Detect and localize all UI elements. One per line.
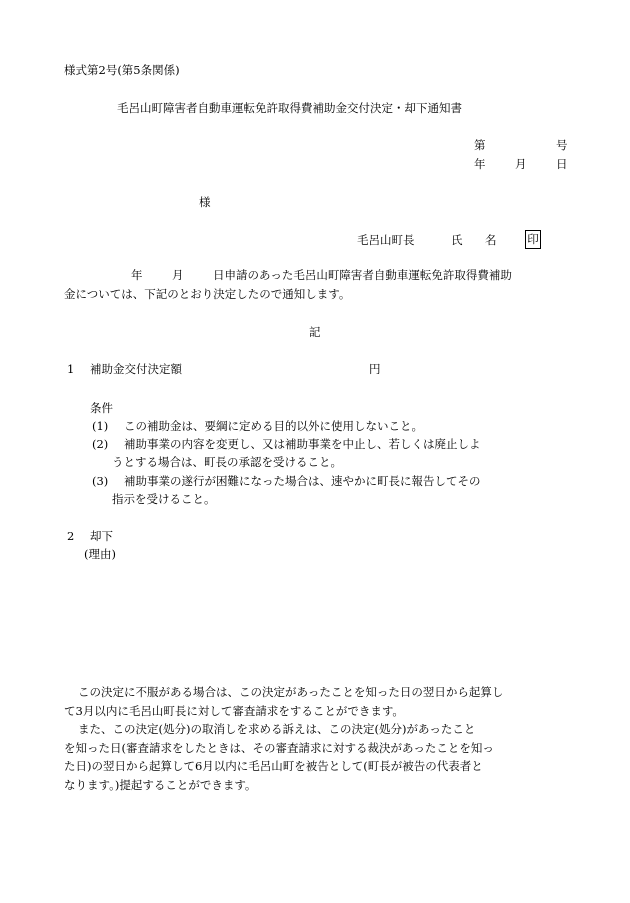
section-1-label: 補助金交付決定額: [90, 362, 182, 376]
notice-line-6: なります。)提起することができます。: [64, 778, 257, 792]
notice-line-1: この決定に不服がある場合は、この決定があったことを知った日の翌日から起算し: [78, 685, 504, 699]
document-title: 毛呂山町障害者自動車運転免許取得費補助金交付決定・却下通知書: [117, 101, 462, 115]
notice-line-5: た日)の翌日から起算して6月以内に毛呂山町を被告として(町長が被告の代表者と: [64, 759, 483, 773]
section-2-number: 2: [67, 529, 75, 543]
reason-label: (理由): [84, 547, 116, 561]
section-2-label: 却下: [90, 529, 113, 543]
conditions-heading: 条件: [90, 401, 113, 415]
number-prefix: 第: [474, 138, 486, 152]
notice-line-4: を知った日(審査請求をしたときは、その審査請求に対する裁決があったことを知っ: [64, 741, 494, 755]
section-1-number: 1: [67, 362, 75, 376]
condition-2-line-2: うとする場合は、町長の承認を受けること。: [112, 455, 342, 469]
issuer-name-label-1: 氏: [451, 233, 463, 247]
condition-2-number: (2): [92, 437, 109, 451]
condition-1-line-1: この補助金は、要綱に定める目的以外に使用しないこと。: [124, 419, 423, 433]
condition-3-line-1: 補助事業の遂行が困難になった場合は、速やかに町長に報告してその: [124, 474, 481, 488]
intro-year: 年: [131, 268, 143, 282]
intro-month: 月: [172, 268, 184, 282]
recipient-honorific: 様: [199, 195, 211, 209]
notice-line-3: また、この決定(処分)の取消しを求める訴えは、この決定(処分)があったこと: [78, 722, 476, 736]
section-1-unit: 円: [369, 362, 381, 376]
number-suffix: 号: [556, 138, 568, 152]
condition-3-line-2: 指示を受けること。: [112, 492, 216, 506]
condition-3-number: (3): [92, 474, 109, 488]
intro-line-1: 日申請のあった毛呂山町障害者自動車運転免許取得費補助: [213, 268, 512, 282]
seal-box: [525, 230, 541, 249]
ki-heading: 記: [309, 325, 321, 339]
notice-line-2: て3月以内に毛呂山町長に対して審査請求をすることができます。: [64, 704, 404, 718]
issuer-name-label-2: 名: [485, 233, 497, 247]
seal-label: 印: [527, 231, 539, 246]
issuer-title: 毛呂山町長: [357, 233, 415, 247]
date-day: 日: [556, 157, 568, 171]
condition-1-number: (1): [92, 419, 109, 433]
condition-2-line-1: 補助事業の内容を変更し、又は補助事業を中止し、若しくは廃止しよ: [124, 437, 481, 451]
intro-line-2: 金については、下記のとおり決定したので通知します。: [64, 287, 351, 301]
date-month: 月: [515, 157, 527, 171]
form-number: 様式第2号(第5条関係): [64, 63, 180, 77]
date-year: 年: [474, 157, 486, 171]
